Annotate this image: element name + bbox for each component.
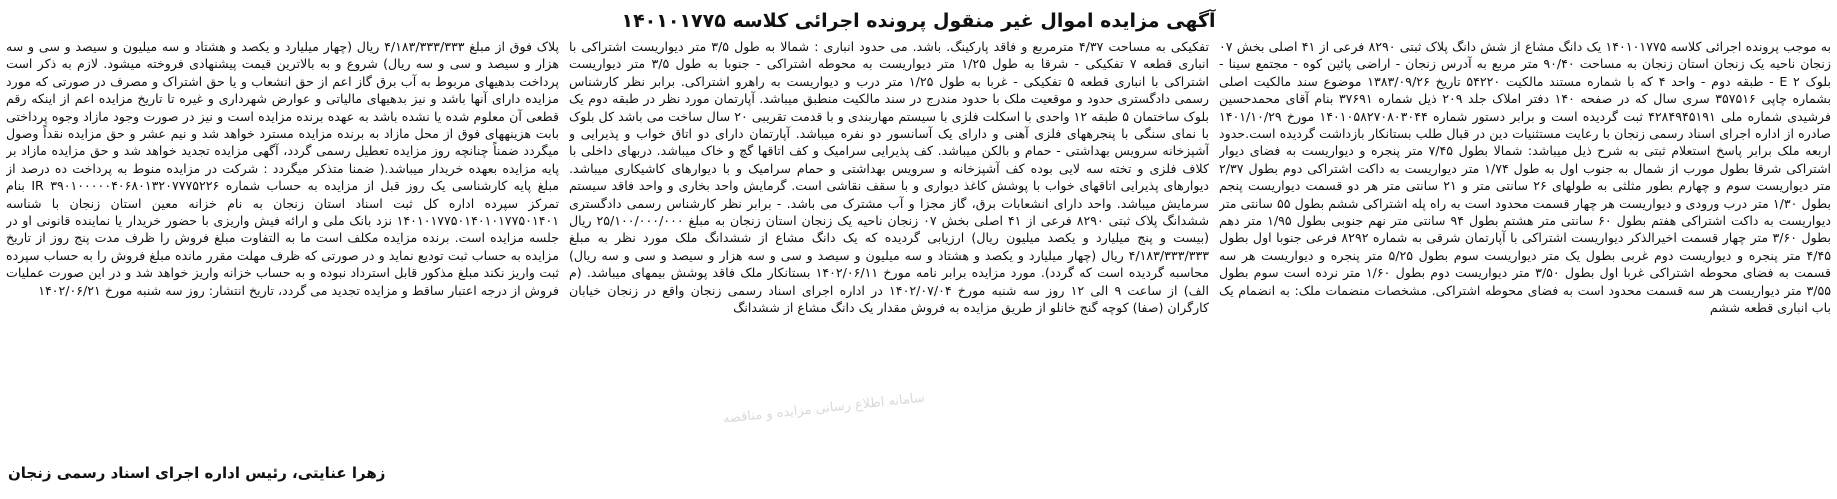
notice-title: آگهی مزایده اموال غیر منقول پرونده اجرائی کلاسه ۱۴۰۱۰۱۷۷۵ xyxy=(621,10,1216,32)
notice-body xyxy=(6,38,1831,490)
signature xyxy=(8,464,561,482)
signature-text: زهرا عنایتی، رئیس اداره اجرای اسناد رسمی زنجان xyxy=(8,464,386,482)
watermark: سامانه اطلاع رسانی مزایده و مناقصه xyxy=(722,390,926,427)
notice-paragraph: پلاک فوق از مبلغ ۴/۱۸۳/۳۳۳/۳۳۳ ریال (چهار میلیارد و یکصد و هشتاد و سه میلیون و سیصد و سی و سه هزار و سیصد و سی و سه ریال) شروع و به بالاترین قیمت پیشنهادی فروخته میشود. لازم به ذکر است پرداخت بدهیهای مربوط به آب برق گاز اعم از حق انشعاب و یا حق اشتراک و مصرف در صورتی که مورد مزایده دارای آنها باشد و نیز بدهیهای مالیاتی و عوارض شهرداری و غیره تا تاریخ مزایده اعم از اینکه رقم قطعی آن معلوم شده یا نشده باشد به عهده برنده مزایده است و نیز در صورت وجود مازاد وجوه پرداختی بابت هزینههای فوق از محل مازاد به برنده مزایده مسترد خواهد شد و نیم عشر و حق مزایده نقداً وصول میگردد ضمناً چنانچه روز مزایده تعطیل رسمی گردد، آگهی مزایده تجدید خواهد شد و حق مزایده مازاد بر پایه مزایده بعهده خریدار میباشد.( ضمنا متذکر میگردد : شرکت در مزایده منوط به پرداخت ده درصد از مبلغ پایه کارشناسی یک روز قبل از مزایده به حساب شماره IR ۳۹۰۱۰۰۰۰۰۴۰۶۸۰۱۳۲۰۷۷۷۵۲۲۶ بنام تمرکز سپرده اداره کل ثبت اسناد استان زنجان به نام خزانه معین استان زنجان با شناسه ۱۴۰۱۰۱۷۷۵۰۱۴۰۱۰۱۷۷۵۰۱۴۰۱ نزد بانک ملی و ارائه فیش واریزی با حضور خریدار یا نماینده قانونی او در جلسه مزایده است. برنده مزایده مکلف است ما به التفاوت مبلغ فروش را ظرف مدت پنج روز از تاریخ مزایده به حساب ثبت تودیع نماید و در صورتی که ظرف مهلت مقرر مانده مبلغ فروش را به حساب سپرده ثبت واریز نکند مبلغ مذکور قابل استرداد نبوده و به حساب خزانه واریز خواهد شد و در این صورت عملیات فروش از درجه اعتبار ساقط و مزایده تجدید می گردد، تاریخ انتشار: روز سه شنبه مورخ ۱۴۰۲/۰۶/۲۱ xyxy=(6,39,559,298)
notice-column-middle xyxy=(569,38,1209,490)
notice-paragraph: به موجب پرونده اجرائی کلاسه ۱۴۰۱۰۱۷۷۵ یک دانگ مشاع از شش دانگ پلاک ثبتی ۸۲۹۰ فرعی از ۴۱ اصلی بخش ۰۷ زنجان ناحیه یک زنجان استان زنجان به مساحت ۹۰/۴۰ متر مربع به آدرس زنجان - اراضی پائین کوه - مجتمع سینا - بلوک E ۲ - طبقه دوم - واحد ۴ که با شماره مستند مالکیت ۵۴۲۲۰ تاریخ ۱۳۸۳/۰۹/۲۶ موضوع سند مالکیت اصلی بشماره چاپی ۳۵۷۵۱۶ سری سال که در صفحه ۱۴۰ دفتر املاک جلد ۲۰۹ ذیل شماره ۳۷۶۹۱ بنام آقای محمدحسین فرشیدی شماره ملی ۴۲۸۴۹۴۵۱۹۱ ثبت گردیده است و برابر دستور شماره ۱۴۰۱۰۵۸۲۷۰۸۰۳۰۴۴ مورخ ۱۴۰۱/۱۰/۲۹ صادره از اداره اجرای اسناد رسمی زنجان با رعایت مستثنیات دین در قبال طلب بستانکار بازداشت گردیده است.حدود اربعه ملک برابر پاسخ استعلام ثبتی به شرح ذیل میباشد: شمالا بطول ۷/۴۵ متر پنجره و دیواریست به فضای دیوار اشتراکی شرقا بطول مورب از شمال به جنوب اول به طول ۱/۷۴ متر دیواریست به داکت اشتراکی دوم بطول ۲/۳۷ متر دیواریست سوم و چهارم بطور مثلثی به طولهای ۲۶ سانتی متر و ۲۱ سانتی متر هر دو قسمت دیواریست پنجم بطول ۱/۳۰ متر درب ورودی و دیواریست هر چهار قسمت محدود است به راه پله اشتراکی ششم بطول ۵۵ سانتی متر دیواریست به داکت اشتراکی هفتم بطول ۶۰ سانتی متر هشتم بطول ۹۴ سانتی متر نهم جنوبی بطول ۱/۹۵ متر دهم بطول ۳/۶۰ متر چهار قسمت اخیرالذکر دیواریست اشتراکی با آپارتمان شرقی به شماره ۸۲۹۲ فرعی جنوبا اول بطول ۴/۴۵ متر پنجره و دیواریست دوم غربی بطول یک متر دیواریست سوم بطول ۵/۲۵ متر پنجره و دیواریست هر سه قسمت به فضای محوطه اشتراکی غربا اول بطول ۳/۵۰ متر دیواریست دوم بطول ۱/۶۰ متر نرده است سوم بطول ۳/۵۵ متر دیواریست هر سه قسمت محدود است به فضای محوطه اشتراکی. مشخصات منضمات ملک: به انضمام یک باب انباری قطعه ششم xyxy=(1219,39,1831,316)
notice-column-left xyxy=(6,38,559,490)
auction-notice xyxy=(6,4,1831,492)
notice-paragraph: تفکیکی به مساحت ۴/۳۷ مترمربع و فاقد پارکینگ. باشد. می حدود انباری : شمالا به طول ۳/۵ متر دیواریست اشتراکی با انباری قطعه ۷ تفکیکی - شرقا به طول ۱/۲۵ متر دیواریست به محوطه اشتراکی - جنوبا به طول ۳/۵ متر دیواریست اشتراکی با انباری قطعه ۵ تفکیکی - غربا به طول ۱/۲۵ متر درب و دیواریست به راهرو اشتراکی. برابر نظر کارشناس رسمی دادگستری حدود و موقعیت ملک با حدود مندرج در سند مالکیت منطبق میباشد. آپارتمان مورد نظر در طبقه دوم یک بلوک ساختمان ۵ طبقه ۱۲ واحدی با اسکلت فلزی با سیستم مهاربندی و با قدمت تقریبی ۲۰ سال ساخت می باشد کل بلوک با نمای سنگی با پنجرههای فلزی آهنی و دارای یک آسانسور دو نفره میباشد. آپارتمان دارای دو اتاق خواب و پذیرایی و آشپزخانه سرویس بهداشتی - حمام و بالکن میباشد. کف پذیرایی سرامیک و کف اتاقها گچ و خاک میباشد. دربهای داخلی با کلاف فلزی و تخته سه لایی بوده کف آشپزخانه و سرویس بهداشتی و حمام سرامیک و با دیوارهای کاشیکاری میباشد. دیوارهای پذیرایی اتاقهای خواب با پوشش کاغذ دیواری و با سقف نقاشی است. گرمایش واحد بخاری و واحد فاقد سیستم سرمایش میباشد. واحد دارای انشعابات برق، گاز مجزا و آب مشترک می باشد. - برابر نظر کارشناس رسمی دادگستری ششدانگ پلاک ثبتی ۸۲۹۰ فرعی از ۴۱ اصلی بخش ۰۷ زنجان ناحیه یک زنجان استان زنجان به مبلغ ۲۵/۱۰۰/۰۰۰/۰۰۰ ریال (بیست و پنج میلیارد و یکصد میلیون ریال) ارزیابی گردیده که یک دانگ مشاع از ششدانگ ملک مورد نظر به مبلغ ۴/۱۸۳/۳۳۳/۳۳۳ ریال (چهار میلیارد و یکصد و هشتاد و سه میلیون و سیصد و سی و سه هزار و سیصد و سی و سه ریال) محاسبه گردیده است که گردد). مورد مزایده برابر نامه مورخ ۱۴۰۲/۰۶/۱۱ بستانکار ملک فاقد پوشش بیمهای میباشد. (م الف) از ساعت ۹ الی ۱۲ روز سه شنبه مورخ ۱۴۰۲/۰۷/۰۴ در اداره اجرای اسناد رسمی زنجان واقع در زنجان خیابان کارگران (صفا) کوچه گنج خانلو از طریق مزایده به فروش مقدار یک دانگ مشاع از ششدانگ xyxy=(569,39,1209,316)
notice-column-right xyxy=(1219,38,1831,490)
